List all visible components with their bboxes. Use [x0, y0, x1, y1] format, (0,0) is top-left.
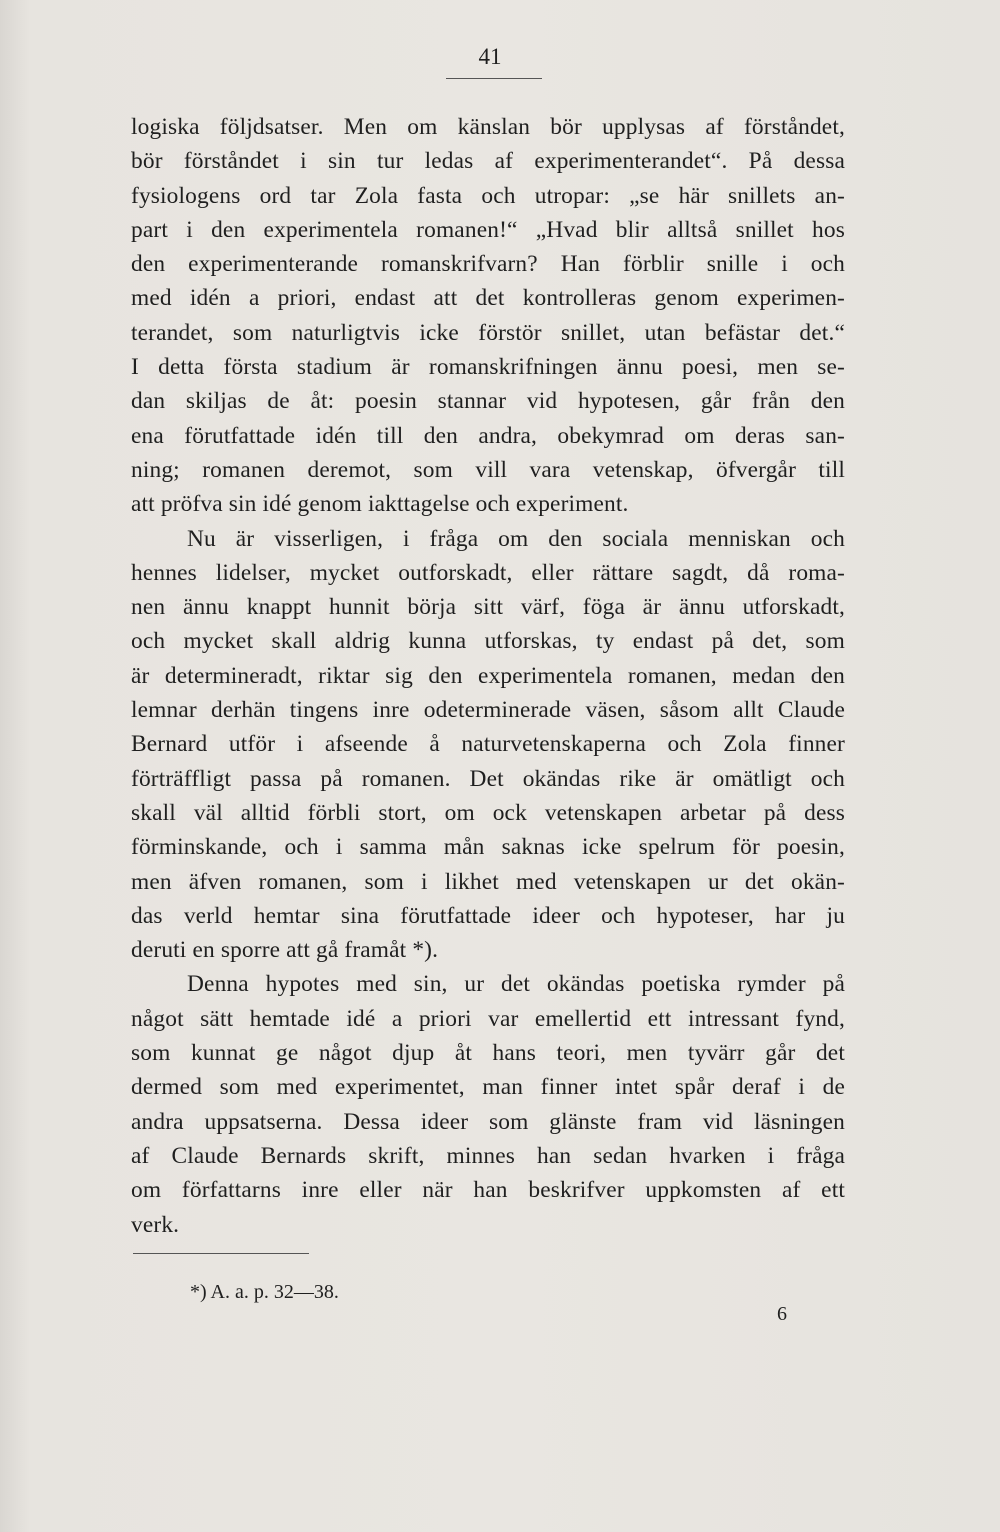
footnote-rule	[133, 1253, 309, 1254]
text-line: skall väl alltid förbli stort, om ock vetenskapen arbetar på dess	[131, 799, 845, 826]
text-line: ena förutfattade idén till den andra, obekymrad om deras san-	[131, 422, 845, 449]
text-line: och mycket skall aldrig kunna utforskas, ty endast på det, som	[131, 628, 845, 655]
text-line: något sätt hemtade idé a priori var emellertid ett intressant fynd,	[131, 1005, 845, 1032]
header-rule	[446, 78, 542, 79]
text-line: ning; romanen deremot, som vill vara vetenskap, öfvergår till	[131, 456, 845, 483]
text-line: som kunnat ge något djup åt hans teori, men tyvärr går det	[131, 1040, 845, 1067]
text-line: är determineradt, riktar sig den experimentela romanen, medan den	[131, 662, 845, 689]
page-number: 41	[478, 44, 502, 69]
text-line: Bernard utför i afseende å naturvetenskaperna och Zola finner	[131, 731, 845, 758]
text-line: logiska följdsatser. Men om känslan bör upplysas af förståndet,	[131, 114, 845, 140]
text-line: verk.	[131, 1211, 180, 1238]
text-line: fysiologens ord tar Zola fasta och utropar: „se här snillets an-	[131, 182, 845, 209]
text-line: hennes lidelser, mycket outforskadt, eller rättare sagdt, då roma-	[131, 559, 845, 586]
text-line: Denna hypotes med sin, ur det okändas poetiska rymder på	[187, 971, 845, 998]
text-line: att pröfva sin idé genom iakttagelse och experiment.	[131, 491, 629, 518]
text-line: af Claude Bernards skrift, minnes han sedan hvarken i fråga	[131, 1142, 845, 1169]
text-line: den experimenterande romanskrifvarn? Han förblir snille i och	[131, 251, 845, 278]
text-line: I detta första stadium är romanskrifningen ännu poesi, men se-	[131, 354, 845, 381]
text-line: nen ännu knappt hunnit börja sitt värf, föga är ännu utforskadt,	[131, 594, 845, 621]
text-line: dan skiljas de åt: poesin stannar vid hypotesen, går från den	[131, 388, 845, 415]
text-line: part i den experimentela romanen!“ „Hvad blir alltså snillet hos	[131, 216, 845, 243]
footnote: *) A. a. p. 32—38.	[190, 1281, 339, 1303]
text-line: förminskande, och i samma mån saknas icke spelrum för poesin,	[131, 834, 845, 861]
body-text	[131, 110, 845, 1242]
text-line: Nu är visserligen, i fråga om den sociala menniskan och	[187, 525, 845, 552]
text-line: terandet, som naturligtvis icke förstör snillet, utan befästar det.“	[131, 319, 845, 346]
text-line: dermed som med experimentet, man finner intet spår deraf i de	[131, 1074, 845, 1101]
text-line: das verld hemtar sina förutfattade ideer och hypoteser, har ju	[131, 902, 845, 929]
text-line: om författarns inre eller när han beskrifver uppkomsten af ett	[131, 1177, 845, 1204]
text-line: med idén a priori, endast att det kontrolleras genom experimen-	[131, 285, 845, 312]
text-line: förträffligt passa på romanen. Det okändas rike är omätligt och	[131, 765, 845, 792]
signature-mark: 6	[777, 1303, 787, 1325]
text-line: deruti en sporre att gå framåt *).	[131, 937, 439, 964]
text-line: andra uppsatserna. Dessa ideer som glänste fram vid läsningen	[131, 1108, 845, 1135]
text-line: lemnar derhän tingens inre odeterminerade väsen, såsom allt Claude	[131, 697, 845, 724]
text-line: men äfven romanen, som i likhet med vetenskapen ur det okän-	[131, 868, 845, 895]
text-line: bör förståndet i sin tur ledas af experimenterandet“. På dessa	[131, 148, 845, 175]
